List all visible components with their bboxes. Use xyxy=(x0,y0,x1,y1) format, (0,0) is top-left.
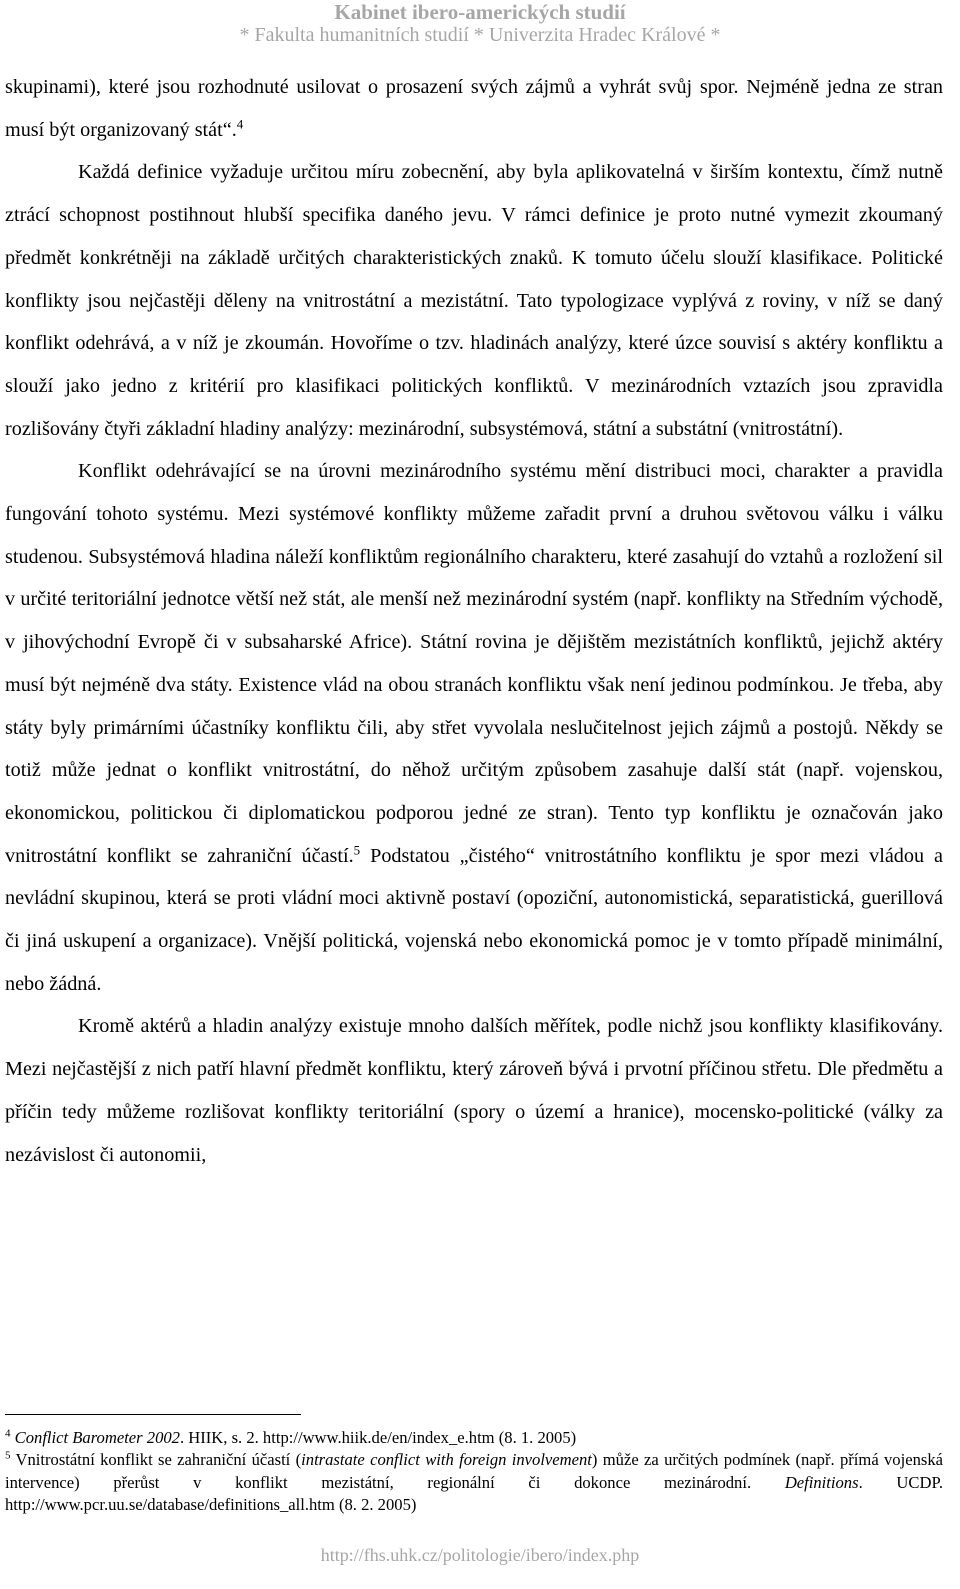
footnote-5-text-c: . UCDP. http://www.pcr.uu.se/database/definitions_all.htm (8. 2. 2005) xyxy=(5,1472,943,1514)
paragraph-4 xyxy=(5,1005,943,1176)
footnote-4 xyxy=(5,1427,943,1449)
paragraph-1-text: skupinami), které jsou rozhodnuté usilovat o prosazení svých zájmů a vyhrát svůj spor. Nejméně jedna ze stran musí být organizovaný stát“. xyxy=(5,76,943,141)
footnote-ref-4[interactable]: 4 xyxy=(236,115,244,131)
paragraph-3-text-b: Podstatou „čistého“ vnitrostátního konfliktu je spor mezi vládou a nevládní skupinou, která se proti vládní moci aktivně postaví (opoziční, autonomistická, separatistická, guerillová či jiná uskupení a organizace). Vnější politická, vojenská nebo ekonomická pomoc je v tomto případě minimální, nebo žádná. xyxy=(5,844,943,995)
footnote-5-source: Definitions xyxy=(784,1472,859,1492)
paragraph-4-text: Kromě aktérů a hladin analýzy existuje mnoho dalších měřítek, podle nichž jsou konflikty klasifikovány. Mezi nejčastější z nich patří hlavní předmět konfliktu, který zároveň bývá i prvotní příčinou střetu. Dle předmětu a příčin tedy můžeme rozlišovat konflikty teritoriální (spory o území a hranice), mocensko-politické (války za nezávislost či autonomii, xyxy=(5,1015,943,1166)
paragraph-3 xyxy=(5,450,943,1005)
paragraph-2-text: Každá definice vyžaduje určitou míru zobecnění, aby byla aplikovatelná v širším kontextu, čímž nutně ztrácí schopnost postihnout hlubší specifika daného jevu. V rámci definice je proto nutné vymezit zkoumaný předmět konkrétněji na základě určitých charakteristických znaků. K tomuto účelu slouží klasifikace. Politické konflikty jsou nejčastěji děleny na vnitrostátní a mezistátní. Tato typologizace vyplývá z roviny, v níž se daný konflikt odehrává, a v níž je zkoumán. Hovoříme o tzv. hladinách analýzy, které úzce souvisí s aktéry konfliktu a slouží jako jedno z kritérií pro klasifikaci politických konfliktů. V mezinárodních vztazích jsou zpravidla rozlišovány čtyři základní hladiny analýzy: mezinárodní, subsystémová, státní a substátní (vnitrostátní). xyxy=(5,161,943,440)
footnotes xyxy=(5,1427,943,1516)
footnote-divider xyxy=(5,1414,301,1415)
footnote-5-number: 5 xyxy=(5,1449,11,1462)
paragraph-1 xyxy=(5,66,943,151)
footnote-4-text: . HIIK, s. 2. http://www.hiik.de/en/index_e.htm (8. 1. 2005) xyxy=(179,1428,577,1447)
footnote-5 xyxy=(5,1449,943,1516)
page-footer-url[interactable]: http://fhs.uhk.cz/politologie/ibero/index.php xyxy=(320,1545,640,1565)
header-subtitle: * Fakulta humanitních studií * Univerzita Hradec Králové * xyxy=(239,24,721,46)
main-text xyxy=(5,66,943,1176)
page-header xyxy=(0,0,960,46)
footnote-ref-5[interactable]: 5 xyxy=(353,841,361,857)
header-title: Kabinet ibero-amerických studií xyxy=(334,0,626,24)
footnote-4-number: 4 xyxy=(5,1427,11,1440)
footnote-5-term: intrastate conflict with foreign involvement xyxy=(301,1450,592,1470)
paragraph-2 xyxy=(5,151,943,450)
footnote-5-text-a: Vnitrostátní konflikt se zahraniční účastí ( xyxy=(10,1450,302,1470)
footnote-4-title: Conflict Barometer 2002 xyxy=(14,1428,180,1447)
paragraph-3-text-a: Konflikt odehrávající se na úrovni mezinárodního systému mění distribuci moci, charakter a pravidla fungování tohoto systému. Mezi systémové konflikty můžeme zařadit první a druhou světovou válku i válku studenou. Subsystémová hladina náleží konfliktům regionálního charakteru, které zasahují do vztahů a rozložení sil v určité teritoriální jednotce větší než stát, ale menší než mezinárodní systém (např. konflikty na Středním východě, v jihovýchodní Evropě či v subsaharské Africe). Státní rovina je dějištěm mezistátních konfliktů, jejichž aktéry musí být nejméně dva státy. Existence vlád na obou stranách konfliktu však není jedinou podmínkou. Je třeba, aby státy byly primárními účastníky konfliktu čili, aby střet vyvolala neslučitelnost jejich zájmů a postojů. Někdy se totiž může jednat o konflikt vnitrostátní, do něhož určitým způsobem zasahuje další stát (např. vojenskou, ekonomickou, politickou či diplomatickou podporou jedné ze stran). Tento typ konfliktu je označován jako vnitrostátní konflikt se zahraniční účastí. xyxy=(5,460,943,867)
footnote-5-text-b: ) může za určitých podmínek (např. přímá vojenská intervence) přerůst v konflikt mezistátní, regionální či dokonce mezinárodní. xyxy=(5,1450,943,1492)
